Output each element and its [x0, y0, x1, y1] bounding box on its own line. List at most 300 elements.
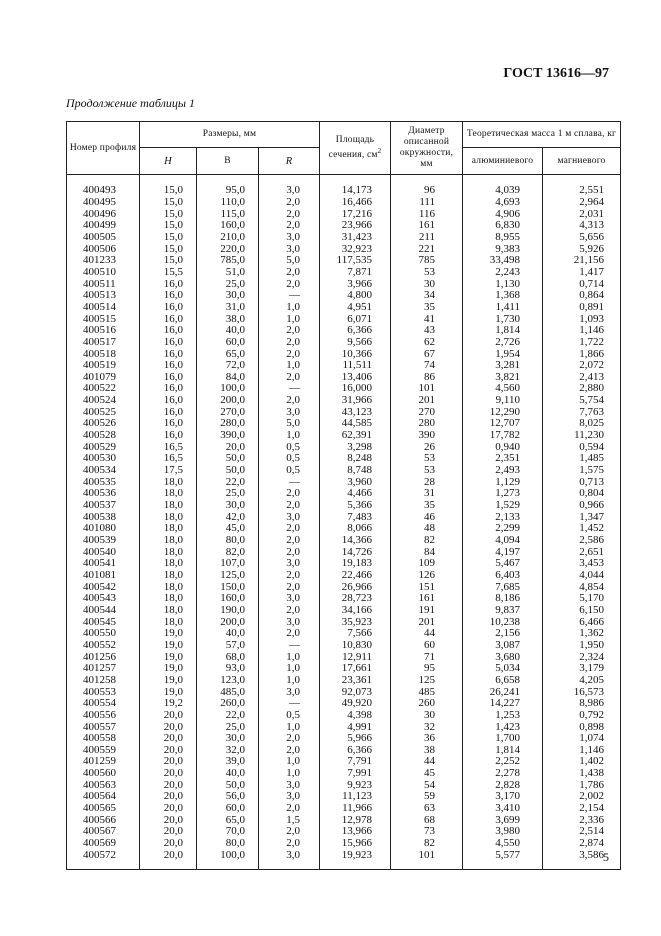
cell-diameter: 43: [391, 325, 463, 337]
table-row: [67, 605, 621, 617]
cell-diameter: 60: [391, 640, 463, 652]
cell-b: 32,0: [197, 745, 259, 757]
table-row: [67, 395, 621, 407]
cell-profile: 400525: [67, 406, 140, 418]
cell-aluminum: 2,828: [463, 779, 543, 791]
table-row: [67, 826, 621, 838]
table-row: [67, 267, 621, 279]
cell-r: 1,0: [259, 430, 320, 442]
cell-b: 160,0: [197, 220, 259, 232]
cell-area: 31,966: [320, 395, 391, 407]
cell-area: 9,566: [320, 337, 391, 349]
cell-h: 20,0: [140, 756, 197, 768]
cell-h: 16,0: [140, 325, 197, 337]
cell-area: 117,535: [320, 255, 391, 267]
cell-area: 7,566: [320, 628, 391, 640]
table-row: [67, 488, 621, 500]
table-row: [67, 232, 621, 244]
cell-area: 3,960: [320, 476, 391, 488]
cell-r: 2,0: [259, 372, 320, 384]
header-area: [320, 122, 391, 175]
table-row: [67, 243, 621, 255]
cell-diameter: 109: [391, 558, 463, 570]
cell-area: 8,066: [320, 523, 391, 535]
cell-r: 0,5: [259, 465, 320, 477]
cell-b: 20,0: [197, 441, 259, 453]
cell-r: 3,0: [259, 593, 320, 605]
cell-diameter: 31: [391, 488, 463, 500]
cell-diameter: 53: [391, 453, 463, 465]
table-row: [67, 663, 621, 675]
cell-h: 15,0: [140, 220, 197, 232]
cell-profile: 401233: [67, 255, 140, 267]
cell-area: 7,483: [320, 511, 391, 523]
cell-aluminum: 4,693: [463, 197, 543, 209]
cell-aluminum: 2,351: [463, 453, 543, 465]
cell-diameter: 68: [391, 814, 463, 826]
cell-area: 44,585: [320, 418, 391, 430]
cell-h: 15,0: [140, 197, 197, 209]
cell-diameter: 63: [391, 803, 463, 815]
cell-b: 95,0: [197, 185, 259, 197]
header-magnesium: магниевого: [543, 148, 621, 175]
cell-magnesium: 8,025: [543, 418, 621, 430]
cell-aluminum: 3,281: [463, 360, 543, 372]
cell-aluminum: 2,726: [463, 337, 543, 349]
cell-r: 2,0: [259, 500, 320, 512]
cell-area: 8,748: [320, 465, 391, 477]
cell-profile: 400559: [67, 745, 140, 757]
cell-magnesium: 4,313: [543, 220, 621, 232]
cell-magnesium: 2,964: [543, 197, 621, 209]
cell-b: 70,0: [197, 826, 259, 838]
cell-aluminum: 4,094: [463, 535, 543, 547]
cell-diameter: 62: [391, 337, 463, 349]
cell-h: 20,0: [140, 826, 197, 838]
cell-magnesium: 21,156: [543, 255, 621, 267]
cell-area: 4,466: [320, 488, 391, 500]
table-row: [67, 593, 621, 605]
cell-aluminum: 1,253: [463, 710, 543, 722]
table-row: [67, 558, 621, 570]
table-row: [67, 500, 621, 512]
cell-diameter: 74: [391, 360, 463, 372]
cell-magnesium: 5,926: [543, 243, 621, 255]
table-row: [67, 779, 621, 791]
header-area-text: Площадь сечения, см: [328, 134, 378, 161]
cell-profile: 400524: [67, 395, 140, 407]
cell-r: —: [259, 698, 320, 710]
cell-diameter: 38: [391, 745, 463, 757]
cell-area: 34,166: [320, 605, 391, 617]
cell-aluminum: 1,814: [463, 745, 543, 757]
cell-r: 1,0: [259, 756, 320, 768]
table-row: [67, 220, 621, 232]
table-row: [67, 337, 621, 349]
cell-aluminum: 1,368: [463, 290, 543, 302]
cell-h: 20,0: [140, 791, 197, 803]
cell-area: 8,248: [320, 453, 391, 465]
cell-profile: 400541: [67, 558, 140, 570]
cell-aluminum: 1,700: [463, 733, 543, 745]
cell-profile: 400569: [67, 838, 140, 850]
cell-b: 150,0: [197, 581, 259, 593]
cell-h: 18,0: [140, 546, 197, 558]
cell-diameter: 111: [391, 197, 463, 209]
header-profile: Номер профиля: [67, 122, 140, 175]
cell-b: 42,0: [197, 511, 259, 523]
cell-aluminum: 1,954: [463, 348, 543, 360]
cell-aluminum: 3,170: [463, 791, 543, 803]
cell-profile: 401256: [67, 651, 140, 663]
header-diameter: Диаметр описанной окружности, мм: [391, 122, 463, 175]
cell-b: 82,0: [197, 546, 259, 558]
cell-b: 65,0: [197, 348, 259, 360]
cell-r: 2,0: [259, 197, 320, 209]
cell-r: 2,0: [259, 278, 320, 290]
cell-b: 72,0: [197, 360, 259, 372]
cell-magnesium: 3,586: [543, 849, 621, 869]
cell-area: 49,920: [320, 698, 391, 710]
cell-aluminum: 8,186: [463, 593, 543, 605]
table-row: [67, 803, 621, 815]
cell-h: 18,0: [140, 488, 197, 500]
cell-b: 100,0: [197, 383, 259, 395]
cell-r: 3,0: [259, 791, 320, 803]
cell-magnesium: 1,722: [543, 337, 621, 349]
cell-magnesium: 0,898: [543, 721, 621, 733]
cell-profile: 400537: [67, 500, 140, 512]
cell-h: 16,0: [140, 302, 197, 314]
table-body: [67, 175, 621, 870]
cell-aluminum: 1,411: [463, 302, 543, 314]
cell-diameter: 390: [391, 430, 463, 442]
cell-diameter: 44: [391, 756, 463, 768]
cell-b: 210,0: [197, 232, 259, 244]
table-row: [67, 511, 621, 523]
cell-h: 19,0: [140, 675, 197, 687]
cell-profile: 400495: [67, 197, 140, 209]
cell-profile: 401079: [67, 372, 140, 384]
cell-diameter: 126: [391, 570, 463, 582]
cell-profile: 400553: [67, 686, 140, 698]
cell-h: 19,0: [140, 663, 197, 675]
document-header: ГОСТ 13616—97: [503, 66, 609, 81]
cell-h: 16,5: [140, 453, 197, 465]
cell-magnesium: 2,336: [543, 814, 621, 826]
cell-aluminum: 2,299: [463, 523, 543, 535]
table-row: [67, 768, 621, 780]
cell-b: 93,0: [197, 663, 259, 675]
cell-h: 20,0: [140, 779, 197, 791]
cell-area: 3,966: [320, 278, 391, 290]
table-row: [67, 302, 621, 314]
table-spacer-row: [67, 175, 621, 186]
cell-aluminum: 4,550: [463, 838, 543, 850]
cell-profile: 400544: [67, 605, 140, 617]
table-row: [67, 348, 621, 360]
cell-r: 2,0: [259, 488, 320, 500]
cell-aluminum: 3,980: [463, 826, 543, 838]
cell-aluminum: 2,133: [463, 511, 543, 523]
cell-area: 15,966: [320, 838, 391, 850]
cell-profile: 400515: [67, 313, 140, 325]
table-row: [67, 570, 621, 582]
cell-magnesium: 0,804: [543, 488, 621, 500]
cell-magnesium: 2,072: [543, 360, 621, 372]
header-r: R: [259, 148, 320, 175]
cell-area: 28,723: [320, 593, 391, 605]
cell-magnesium: 4,205: [543, 675, 621, 687]
cell-magnesium: 1,485: [543, 453, 621, 465]
cell-h: 19,0: [140, 651, 197, 663]
cell-b: 68,0: [197, 651, 259, 663]
cell-h: 16,0: [140, 360, 197, 372]
cell-aluminum: 3,410: [463, 803, 543, 815]
cell-r: 2,0: [259, 208, 320, 220]
cell-diameter: 96: [391, 185, 463, 197]
cell-area: 32,923: [320, 243, 391, 255]
cell-aluminum: 5,577: [463, 849, 543, 869]
cell-profile: 400560: [67, 768, 140, 780]
cell-r: 3,0: [259, 243, 320, 255]
cell-r: 3,0: [259, 849, 320, 869]
cell-r: 0,5: [259, 441, 320, 453]
cell-h: 16,0: [140, 348, 197, 360]
cell-area: 10,830: [320, 640, 391, 652]
cell-r: 3,0: [259, 558, 320, 570]
cell-r: 1,0: [259, 651, 320, 663]
cell-area: 7,991: [320, 768, 391, 780]
cell-aluminum: 2,278: [463, 768, 543, 780]
cell-aluminum: 1,529: [463, 500, 543, 512]
cell-area: 31,423: [320, 232, 391, 244]
cell-profile: 400528: [67, 430, 140, 442]
cell-magnesium: 0,594: [543, 441, 621, 453]
cell-diameter: 41: [391, 313, 463, 325]
table-row: [67, 628, 621, 640]
cell-r: 2,0: [259, 337, 320, 349]
cell-r: 1,0: [259, 663, 320, 675]
cell-profile: 400543: [67, 593, 140, 605]
cell-magnesium: 2,031: [543, 208, 621, 220]
cell-h: 19,0: [140, 640, 197, 652]
cell-aluminum: 2,156: [463, 628, 543, 640]
cell-magnesium: 1,786: [543, 779, 621, 791]
cell-magnesium: 4,854: [543, 581, 621, 593]
profile-table: [66, 121, 621, 870]
cell-aluminum: 3,699: [463, 814, 543, 826]
table-row: [67, 197, 621, 209]
cell-b: 84,0: [197, 372, 259, 384]
cell-area: 5,966: [320, 733, 391, 745]
cell-h: 16,0: [140, 337, 197, 349]
cell-area: 9,923: [320, 779, 391, 791]
cell-profile: 400530: [67, 453, 140, 465]
cell-aluminum: 1,423: [463, 721, 543, 733]
cell-r: 2,0: [259, 803, 320, 815]
cell-aluminum: 4,039: [463, 185, 543, 197]
cell-r: 3,0: [259, 511, 320, 523]
cell-diameter: 53: [391, 465, 463, 477]
cell-profile: 401258: [67, 675, 140, 687]
table-row: [67, 441, 621, 453]
cell-r: 3,0: [259, 616, 320, 628]
cell-r: 2,0: [259, 546, 320, 558]
cell-profile: 400565: [67, 803, 140, 815]
cell-b: 485,0: [197, 686, 259, 698]
cell-r: 2,0: [259, 605, 320, 617]
cell-b: 390,0: [197, 430, 259, 442]
cell-area: 35,923: [320, 616, 391, 628]
cell-b: 115,0: [197, 208, 259, 220]
cell-aluminum: 5,467: [463, 558, 543, 570]
cell-h: 15,5: [140, 267, 197, 279]
cell-aluminum: 1,814: [463, 325, 543, 337]
cell-area: 11,123: [320, 791, 391, 803]
cell-magnesium: 7,763: [543, 406, 621, 418]
cell-b: 785,0: [197, 255, 259, 267]
table-row: [67, 710, 621, 722]
cell-magnesium: 1,402: [543, 756, 621, 768]
cell-area: 17,216: [320, 208, 391, 220]
cell-profile: 400496: [67, 208, 140, 220]
cell-h: 18,0: [140, 593, 197, 605]
cell-diameter: 82: [391, 535, 463, 547]
cell-diameter: 485: [391, 686, 463, 698]
cell-aluminum: 2,243: [463, 267, 543, 279]
table-row: [67, 675, 621, 687]
cell-h: 18,0: [140, 511, 197, 523]
cell-b: 200,0: [197, 616, 259, 628]
cell-h: 16,0: [140, 278, 197, 290]
cell-b: 50,0: [197, 453, 259, 465]
table-row: [67, 616, 621, 628]
cell-r: 1,0: [259, 360, 320, 372]
cell-magnesium: 1,438: [543, 768, 621, 780]
cell-profile: 400513: [67, 290, 140, 302]
cell-area: 23,361: [320, 675, 391, 687]
cell-r: 1,0: [259, 313, 320, 325]
cell-h: 18,0: [140, 523, 197, 535]
cell-r: 5,0: [259, 418, 320, 430]
cell-aluminum: 9,837: [463, 605, 543, 617]
cell-profile: 400572: [67, 849, 140, 869]
cell-r: 0,5: [259, 453, 320, 465]
cell-profile: 400493: [67, 185, 140, 197]
cell-profile: 400534: [67, 465, 140, 477]
cell-b: 80,0: [197, 838, 259, 850]
cell-aluminum: 12,707: [463, 418, 543, 430]
cell-r: 2,0: [259, 220, 320, 232]
cell-diameter: 35: [391, 302, 463, 314]
cell-profile: 400563: [67, 779, 140, 791]
cell-aluminum: 4,906: [463, 208, 543, 220]
cell-area: 14,173: [320, 185, 391, 197]
cell-b: 56,0: [197, 791, 259, 803]
cell-profile: 400538: [67, 511, 140, 523]
cell-profile: 400550: [67, 628, 140, 640]
cell-magnesium: 1,866: [543, 348, 621, 360]
cell-b: 40,0: [197, 628, 259, 640]
cell-diameter: 151: [391, 581, 463, 593]
header-aluminum: алюминиевого: [463, 148, 543, 175]
cell-b: 40,0: [197, 325, 259, 337]
cell-h: 17,5: [140, 465, 197, 477]
header-mass: Теоретическая масса 1 м сплава, кг: [463, 122, 621, 148]
cell-diameter: 71: [391, 651, 463, 663]
cell-r: 1,0: [259, 721, 320, 733]
cell-aluminum: 26,241: [463, 686, 543, 698]
cell-aluminum: 10,238: [463, 616, 543, 628]
cell-aluminum: 4,560: [463, 383, 543, 395]
cell-magnesium: 2,880: [543, 383, 621, 395]
cell-r: 3,0: [259, 185, 320, 197]
table-row: [67, 430, 621, 442]
cell-b: 60,0: [197, 337, 259, 349]
cell-r: 1,0: [259, 768, 320, 780]
cell-h: 19,2: [140, 698, 197, 710]
cell-magnesium: 16,573: [543, 686, 621, 698]
cell-magnesium: 3,453: [543, 558, 621, 570]
cell-diameter: 116: [391, 208, 463, 220]
cell-diameter: 161: [391, 220, 463, 232]
cell-area: 7,791: [320, 756, 391, 768]
cell-h: 18,0: [140, 616, 197, 628]
cell-diameter: 44: [391, 628, 463, 640]
cell-profile: 400564: [67, 791, 140, 803]
cell-profile: 400510: [67, 267, 140, 279]
page-number: 5: [603, 850, 609, 864]
cell-h: 15,0: [140, 208, 197, 220]
cell-area: 12,978: [320, 814, 391, 826]
cell-diameter: 95: [391, 663, 463, 675]
table-caption: Продолжение таблицы 1: [66, 96, 196, 110]
cell-profile: 400519: [67, 360, 140, 372]
cell-magnesium: 2,551: [543, 185, 621, 197]
cell-diameter: 48: [391, 523, 463, 535]
cell-b: 45,0: [197, 523, 259, 535]
table-row: [67, 721, 621, 733]
cell-diameter: 32: [391, 721, 463, 733]
cell-aluminum: 4,197: [463, 546, 543, 558]
cell-aluminum: 2,252: [463, 756, 543, 768]
cell-h: 19,0: [140, 686, 197, 698]
cell-diameter: 201: [391, 616, 463, 628]
cell-area: 23,966: [320, 220, 391, 232]
cell-profile: 400529: [67, 441, 140, 453]
table-row: [67, 383, 621, 395]
cell-b: 51,0: [197, 267, 259, 279]
cell-magnesium: 2,651: [543, 546, 621, 558]
table-row: [67, 849, 621, 869]
table-row: [67, 406, 621, 418]
cell-profile: 400511: [67, 278, 140, 290]
table-row: [67, 523, 621, 535]
cell-diameter: 101: [391, 383, 463, 395]
cell-aluminum: 17,782: [463, 430, 543, 442]
cell-magnesium: 2,413: [543, 372, 621, 384]
cell-area: 5,366: [320, 500, 391, 512]
cell-b: 190,0: [197, 605, 259, 617]
cell-area: 10,366: [320, 348, 391, 360]
cell-diameter: 86: [391, 372, 463, 384]
cell-r: —: [259, 640, 320, 652]
cell-h: 16,0: [140, 418, 197, 430]
cell-r: 2,0: [259, 395, 320, 407]
cell-aluminum: 9,383: [463, 243, 543, 255]
cell-profile: 400567: [67, 826, 140, 838]
